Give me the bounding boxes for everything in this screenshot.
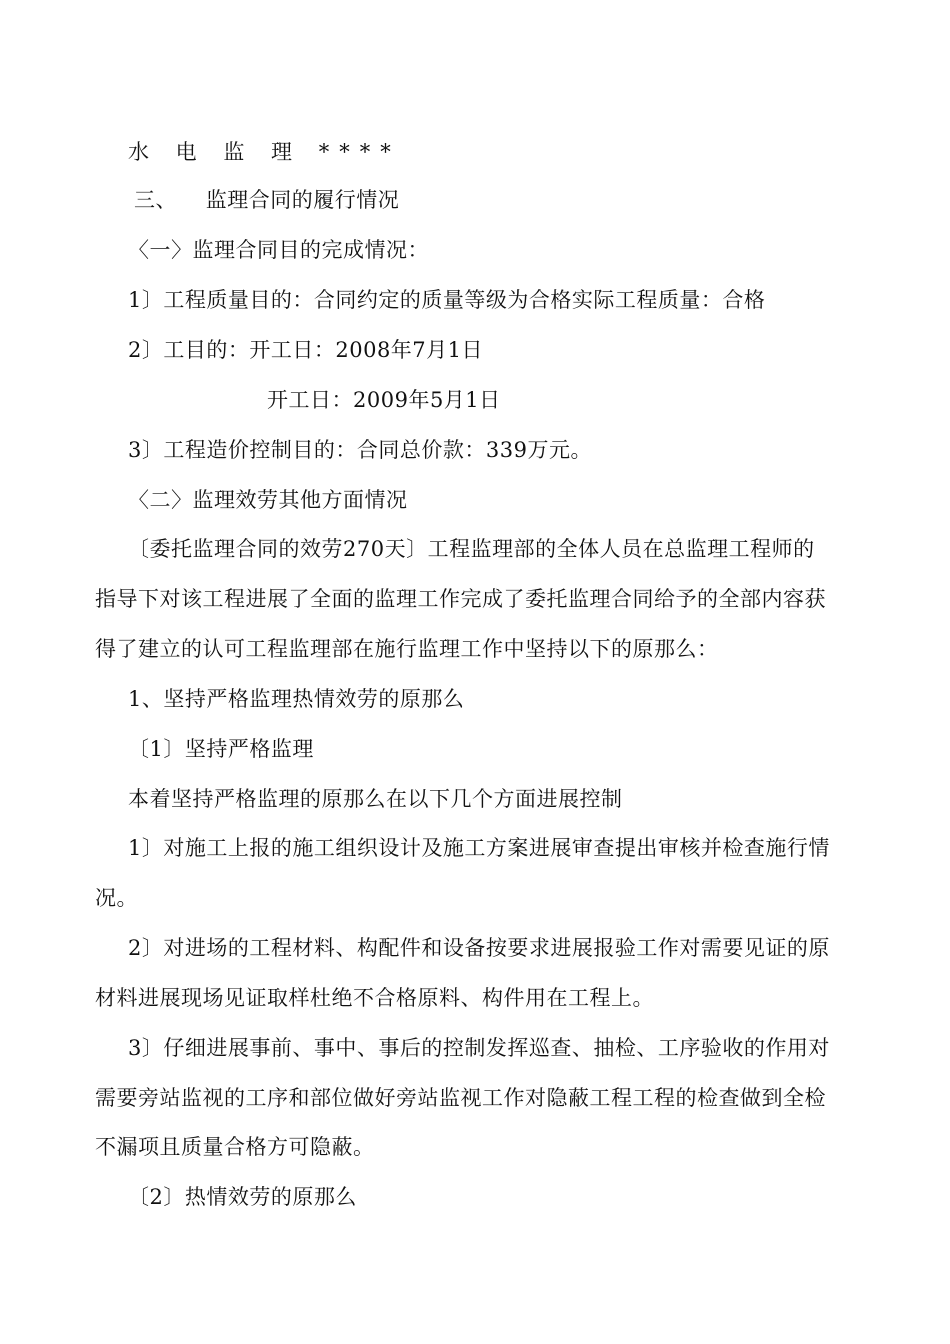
paragraph-line: 2〕工目的：开工日：2008年7月1日 xyxy=(128,338,484,362)
paragraph-line: 1、坚持严格监理热情效劳的原那么 xyxy=(128,687,465,711)
paragraph-line: 开工日：2009年5月1日 xyxy=(267,388,501,412)
paragraph-line: 不漏项且质量合格方可隐蔽。 xyxy=(95,1135,375,1159)
paragraph-line: 1〕工程质量目的：合同约定的质量等级为合格实际工程质量：合格 xyxy=(128,288,766,312)
paragraph-line: 指导下对该工程进展了全面的监理工作完成了委托监理合同给予的全部内容获 xyxy=(95,587,826,611)
section-heading: 三、 监理合同的履行情况 xyxy=(134,188,400,212)
paragraph-line: 2〕对进场的工程材料、构配件和设备按要求进展报验工作对需要见证的原 xyxy=(128,936,830,960)
paragraph-line: 得了建立的认可工程监理部在施行监理工作中坚持以下的原那么： xyxy=(95,637,719,661)
paragraph-line: 〔2〕热情效劳的原那么 xyxy=(128,1185,357,1209)
paragraph-line: 况。 xyxy=(95,886,138,910)
paragraph-line: 〔1〕坚持严格监理 xyxy=(128,737,314,761)
heading-line: 水 电 监 理 **** xyxy=(128,140,401,164)
subsection-heading: 〈二〉监理效劳其他方面情况 xyxy=(128,488,408,512)
paragraph-line: 3〕工程造价控制目的：合同总价款：339万元。 xyxy=(128,438,592,462)
subsection-heading: 〈一〉监理合同目的完成情况： xyxy=(128,238,429,262)
paragraph-line: 3〕仔细进展事前、事中、事后的控制发挥巡查、抽检、工序验收的作用对 xyxy=(128,1036,830,1060)
paragraph-line: 1〕对施工上报的施工组织设计及施工方案进展审查提出审核并检查施行情 xyxy=(128,836,830,860)
paragraph-line: 本着坚持严格监理的原那么在以下几个方面进展控制 xyxy=(128,787,623,811)
paragraph-line: 需要旁站监视的工序和部位做好旁站监视工作对隐蔽工程工程的检查做到全检 xyxy=(95,1086,826,1110)
paragraph-line: 材料进展现场见证取样杜绝不合格原料、构件用在工程上。 xyxy=(95,986,654,1010)
paragraph-line: 〔委托监理合同的效劳270天〕工程监理部的全体人员在总监理工程师的 xyxy=(128,537,815,561)
